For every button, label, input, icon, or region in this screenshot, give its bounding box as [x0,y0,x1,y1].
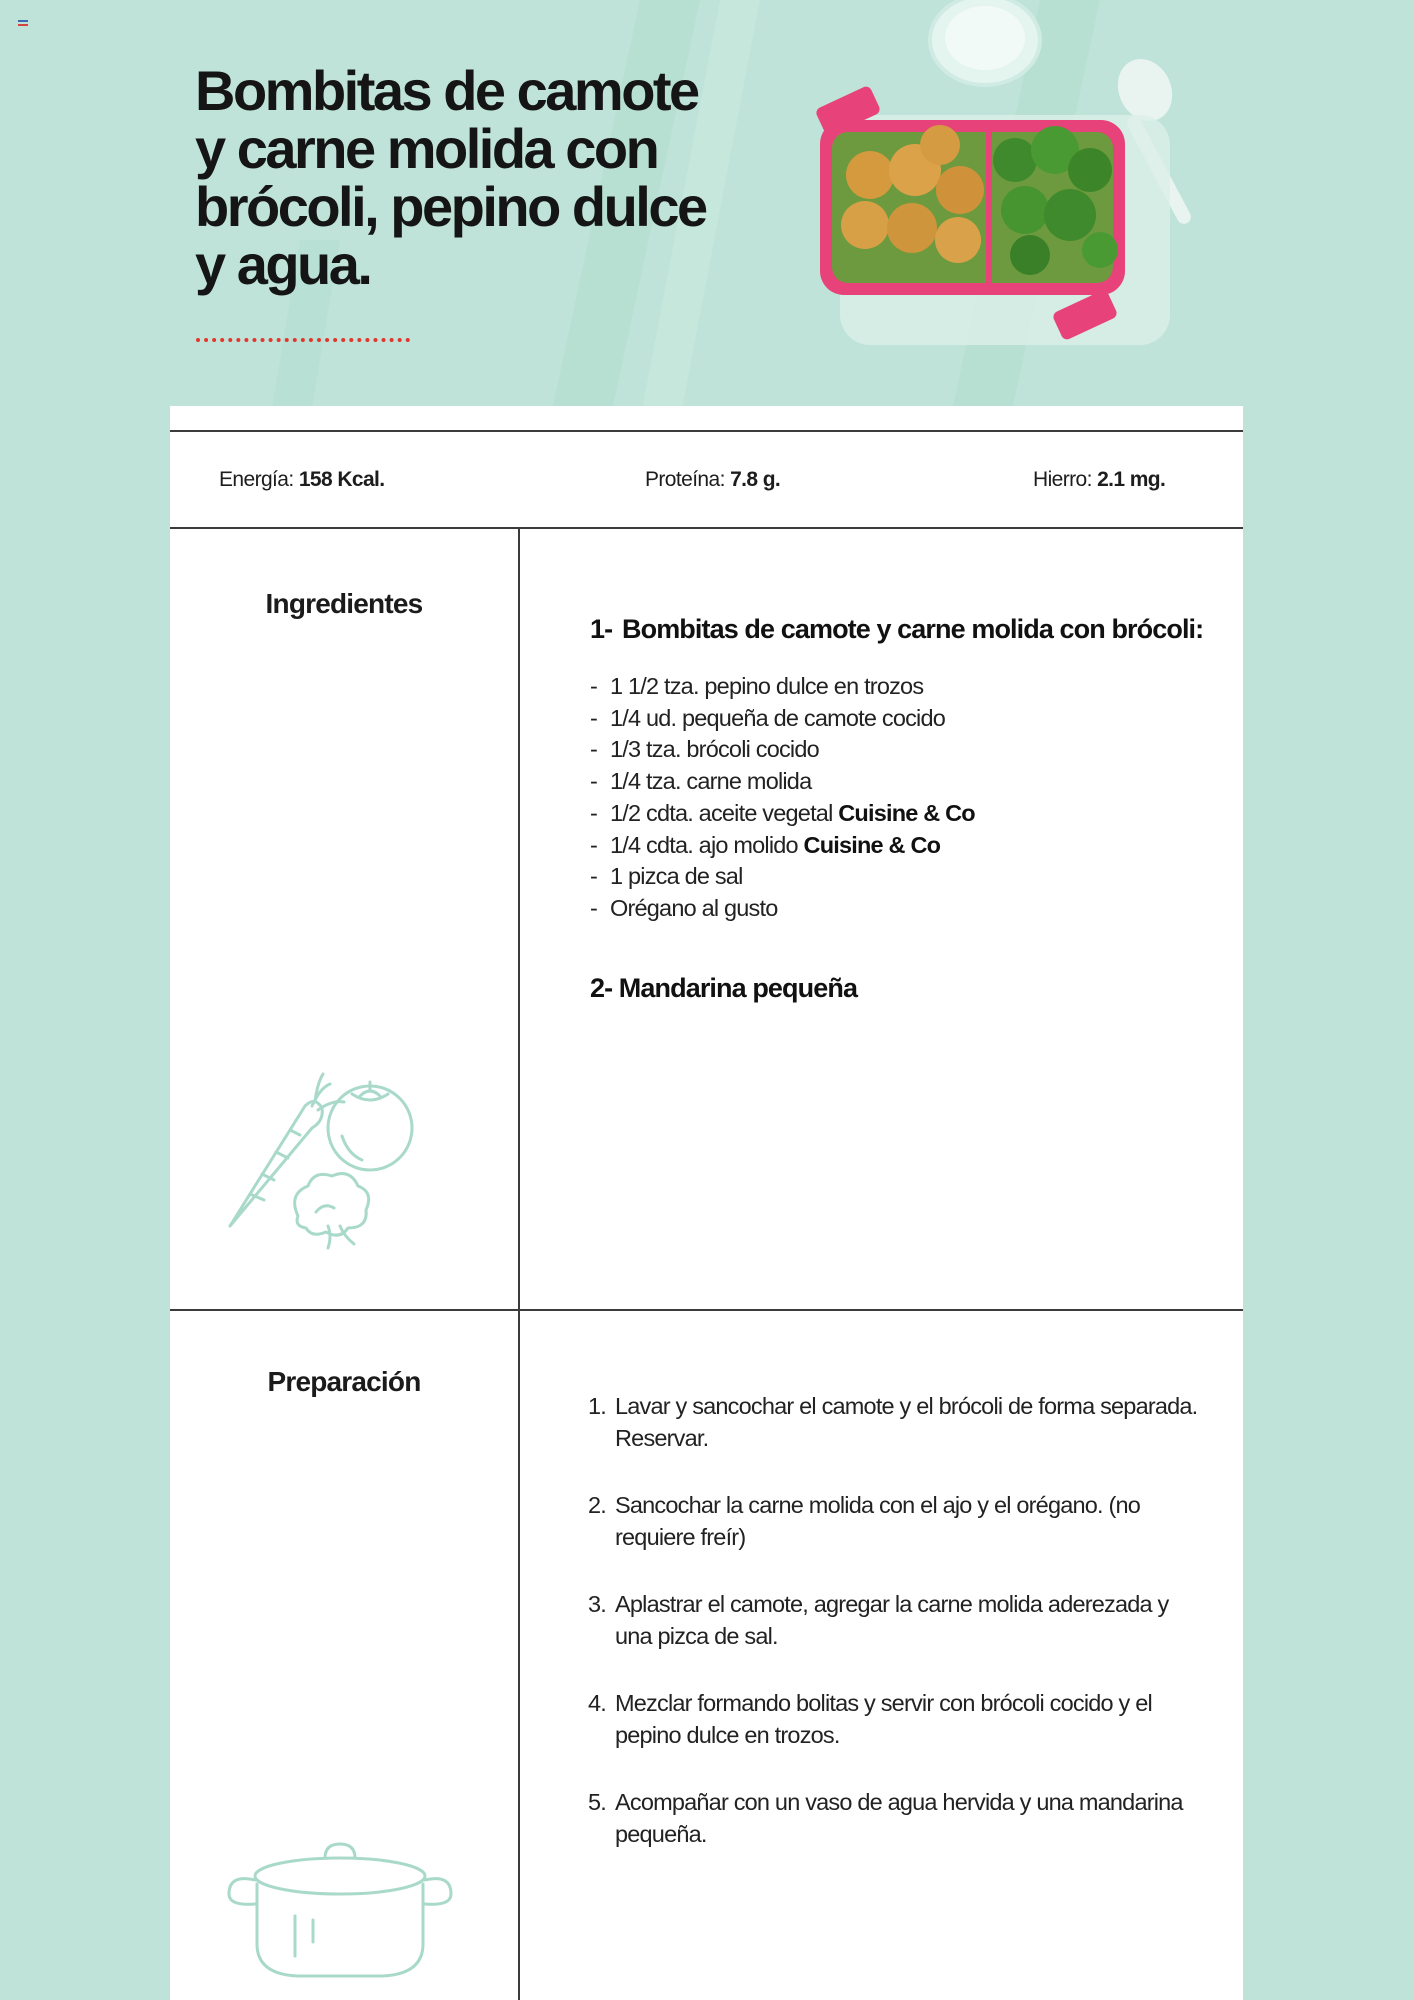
step-number: 3. [588,1591,606,1617]
step-text: Acompañar con un vaso de agua hervida y una mandarina pequeña. [615,1789,1183,1847]
glass-of-water-icon [930,0,1040,85]
step-number: 1. [588,1393,606,1419]
list-dash: - [590,831,598,858]
iron-label: Hierro: [1033,468,1092,491]
title-line: y carne molida con [195,117,658,180]
carrot-icon [230,1074,344,1226]
divider [170,430,1243,432]
ingredient-text: 1 1/2 tza. pepino dulce en trozos [610,673,924,699]
ingredient-text: 1/4 cdta. ajo molido [610,831,804,858]
step-text: Lavar y sancochar el camote y el brócoli de forma separada. Reservar. [615,1393,1198,1451]
preparation-step [588,1589,1208,1652]
step-text: Aplastrar el camote, agregar la carne molida aderezada y una pizca de sal. [615,1591,1169,1649]
list-dash: - [590,768,598,795]
divider [170,527,1243,529]
ingredient-text: 1/4 tza. carne molida [610,768,812,795]
ingredients-content [590,614,1210,1004]
title-line: y agua. [195,233,371,296]
energy-stat [219,468,385,492]
step-text: Mezclar formando bolitas y servir con brócoli cocido y el pepino dulce en trozos. [615,1690,1152,1748]
lunchbox-photo [800,0,1240,380]
ingredient-text: 1/2 cdta. aceite vegetal [610,799,839,826]
preparation-step [588,1391,1208,1454]
list-dash: - [590,673,598,699]
ingredient-text: 1 pizca de sal [610,863,743,890]
energy-label: Energía: [219,468,294,491]
group-title-text: Bombitas de camote y carne molida con brócoli: [622,614,1204,644]
tomato-icon [328,1082,412,1170]
preparation-step [588,1688,1208,1751]
ingredient-item [590,830,1210,862]
ingredient-item [590,703,1210,735]
column-divider [518,527,520,2000]
list-dash: - [590,863,598,890]
ingredient-group-title: 2- Mandarina pequeña [590,972,858,1003]
ingredient-text: 1/3 tza. brócoli cocido [610,736,819,763]
cooking-pot-doodle [225,1836,455,1986]
title-line: Bombitas de camote [195,59,698,122]
protein-stat [645,468,780,492]
ingredient-item [590,798,1210,830]
title-line: brócoli, pepino dulce [195,175,706,238]
iron-value: 2.1 mg. [1097,468,1166,491]
ingredients-title: Ingredientes [265,588,423,619]
ingredient-text: Orégano al gusto [610,894,778,921]
step-number: 2. [588,1492,606,1518]
list-dash: - [590,799,598,826]
list-dash: - [590,894,598,921]
group-number: 1- [590,614,613,644]
ingredient-group-title [590,614,1210,645]
list-dash: - [590,704,598,731]
dotted-divider [196,338,410,342]
lunchbox-icon [814,85,1170,345]
protein-value: 7.8 g. [730,468,781,491]
preparation-steps [588,1391,1208,1886]
corner-mark-icon [18,20,28,28]
recipe-card [170,406,1243,2000]
preparation-step [588,1787,1208,1850]
energy-value: 158 Kcal. [298,468,385,491]
list-dash: - [590,736,598,763]
iron-stat [1033,468,1165,492]
ingredient-item [590,671,1210,703]
preparation-title: Preparación [267,1366,421,1397]
broccoli-icon [295,1174,369,1248]
ingredient-list [590,671,1210,925]
step-number: 5. [588,1789,606,1815]
ingredient-item [590,861,1210,893]
ingredient-brand: Cuisine & Co [803,831,941,858]
step-text: Sancochar la carne molida con el ajo y el orégano. (no requiere freír) [615,1492,1141,1550]
ingredient-item [590,766,1210,798]
recipe-title [195,59,795,296]
divider [170,1309,1243,1311]
ingredient-item [590,893,1210,925]
ingredient-text: 1/4 ud. pequeña de camote cocido [610,704,946,731]
ingredient-item [590,734,1210,766]
preparation-step [588,1490,1208,1553]
cooking-pot-icon [229,1844,451,1976]
step-number: 4. [588,1690,606,1716]
protein-label: Proteína: [645,468,725,491]
ingredient-brand: Cuisine & Co [838,799,975,826]
vegetables-doodle [220,1066,420,1256]
